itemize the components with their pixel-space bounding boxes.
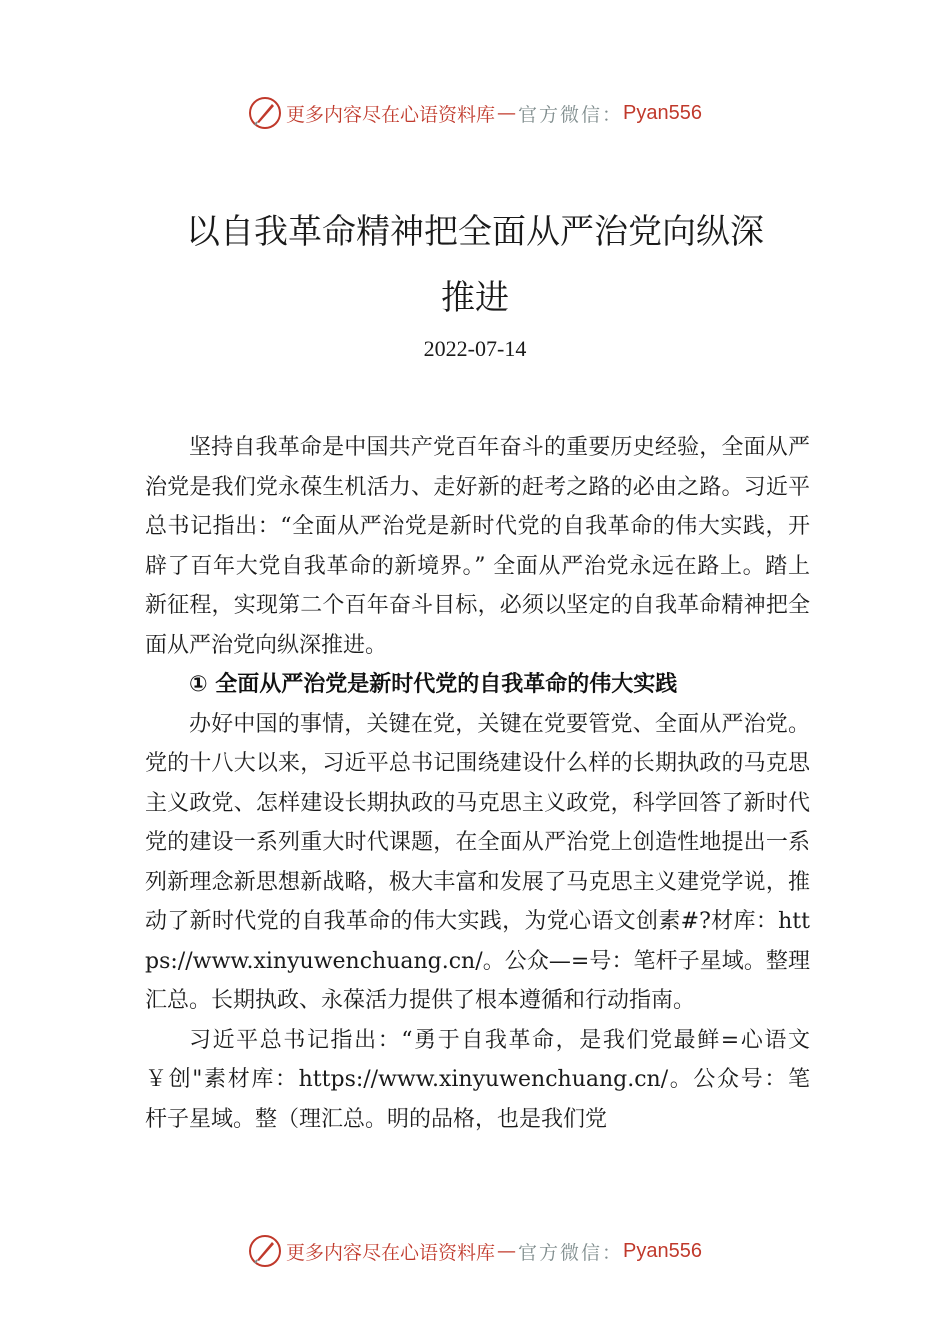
article-title-line1: 以自我革命精神把全面从严治党向纵深 (186, 212, 764, 252)
banner-wechat-id: Pyan556 (623, 1239, 702, 1262)
banner-separator: — (497, 1240, 517, 1262)
banner-main-text: 更多内容尽在心语资料库 (286, 103, 496, 126)
article-date: 2022-07-14 (423, 336, 527, 361)
footer-banner (0, 1231, 950, 1271)
banner-wechat-id: Pyan556 (623, 101, 702, 124)
banner-separator: — (497, 102, 517, 124)
banner-wechat-label: 官方微信： (518, 103, 624, 126)
article-title-line2: 推进 (441, 278, 509, 318)
article-body (145, 428, 810, 1139)
header-banner (0, 93, 950, 133)
quill-pen-icon (248, 96, 282, 130)
banner-main-text: 更多内容尽在心语资料库 (286, 1241, 496, 1264)
paragraph-section1: 办好中国的事情，关键在党，关键在党要管党、全面从严治党。党的十八大以来，习近平总书记围绕建设什么样的长期执政的马克思主义政党、怎样建设长期执政的马克思主义政党，科学回答了新时代党的建设一系列重大时代课题，在全面从严治党上创造性地提出一系列新理念新思想新战略，极大丰富和发展了马克思主义建党学说，推动了新时代党的自我革命的伟大实践，为党心语文创素#?材库：https://www.xinyuwenchuang.cn/。公众—=号：笔杆子星域。整理汇总。长期执政、永葆活力提供了根本遵循和行动指南。 (145, 711, 810, 1013)
section-heading-1: ① 全面从严治党是新时代党的自我革命的伟大实践 (189, 672, 678, 697)
paragraph-intro: 坚持自我革命是中国共产党百年奋斗的重要历史经验，全面从严治党是我们党永葆生机活力、走好新的赶考之路的必由之路。习近平总书记指出：“全面从严治党是新时代党的自我革命的伟大实践，开辟了百年大党自我革命的新境界。” 全面从严治党永远在路上。踏上新征程，实现第二个百年奋斗目标，必须以坚定的自我革命精神把全面从严治党向纵深推进。 (145, 435, 810, 658)
quill-pen-icon (248, 1234, 282, 1268)
banner-wechat-label: 官方微信： (518, 1241, 624, 1264)
paragraph-quote: 习近平总书记指出：“勇于自我革命，是我们党最鲜=心语文￥创"素材库：https://www.xinyuwenchuang.cn/。公众号：笔杆子星域。整（理汇总。明的品格，也是我们党 (145, 1027, 810, 1132)
